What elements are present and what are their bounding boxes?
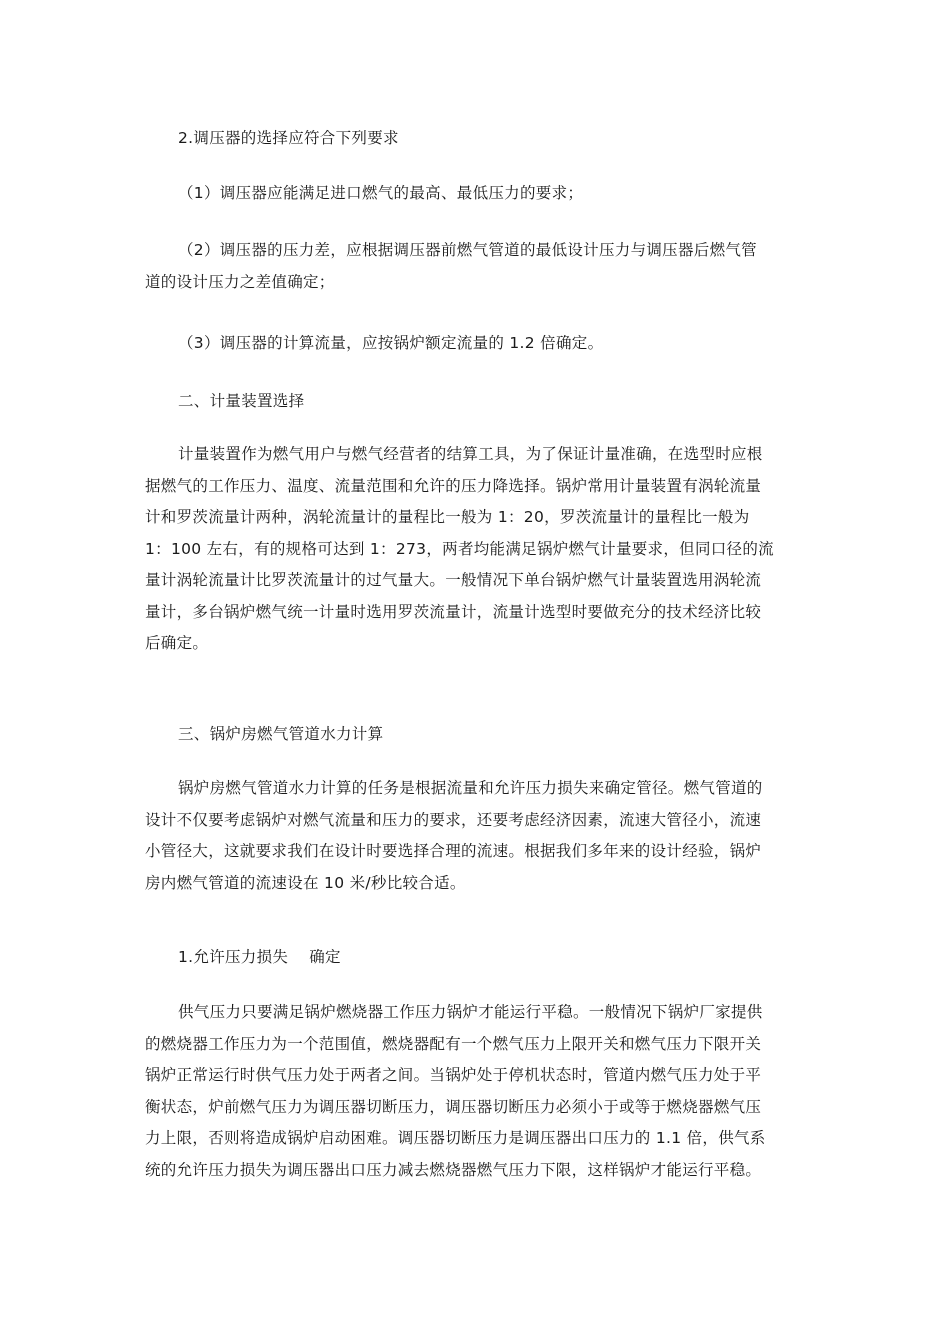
paragraph-line: 锅炉正常运行时供气压力处于两者之间。当锅炉处于停机状态时，管道内燃气压力处于平 [145, 1066, 762, 1084]
subsection-pressure-loss-heading: 1.允许压力损失 确定 [178, 948, 341, 966]
paragraph-line: （2）调压器的压力差，应根据调压器前燃气管道的最低设计压力与调压器后燃气管 [178, 241, 757, 259]
section-2-item-3: （3）调压器的计算流量，应按锅炉额定流量的 1.2 倍确定。 [178, 334, 604, 352]
paragraph-line: 设计不仅要考虑锅炉对燃气流量和压力的要求，还要考虑经济因素，流速大管径小，流速 [145, 810, 762, 829]
section-2-item-2 [145, 235, 803, 298]
paragraph-line: 房内燃气管道的流速设在 10 米/秒比较合适。 [145, 873, 466, 892]
paragraph-line: 量计涡轮流量计比罗茨流量计的过气量大。一般情况下单台锅炉燃气计量装置选用涡轮流 [145, 571, 762, 589]
paragraph-line: 据燃气的工作压力、温度、流量范围和允许的压力降选择。锅炉常用计量装置有涡轮流量 [145, 476, 762, 495]
section-2-heading: 2.调压器的选择应符合下列要求 [178, 129, 399, 147]
section-2-item-1: （1）调压器应能满足进口燃气的最高、最低压力的要求； [178, 184, 584, 202]
paragraph-line: 小管径大，这就要求我们在设计时要选择合理的流速。根据我们多年来的设计经验，锅炉 [145, 842, 762, 860]
paragraph-line: 锅炉房燃气管道水力计算的任务是根据流量和允许压力损失来确定管径。燃气管道的 [178, 779, 763, 797]
section-hydraulic-heading: 三、锅炉房燃气管道水力计算 [178, 725, 384, 743]
subsection-pressure-loss-paragraph [145, 997, 803, 1186]
paragraph-line: 供气压力只要满足锅炉燃烧器工作压力锅炉才能运行平稳。一般情况下锅炉厂家提供 [178, 1003, 763, 1021]
paragraph-line: 的燃烧器工作压力为一个范围值，燃烧器配有一个燃气压力上限开关和燃气压力下限开关 [145, 1034, 762, 1053]
section-metering-heading: 二、计量装置选择 [178, 392, 305, 410]
paragraph-line: 计和罗茨流量计两种，涡轮流量计的量程比一般为 1：20，罗茨流量计的量程比一般为 [145, 508, 750, 526]
paragraph-line: 量计，多台锅炉燃气统一计量时选用罗茨流量计，流量计选型时要做充分的技术经济比较 [145, 602, 762, 621]
paragraph-line: 计量装置作为燃气用户与燃气经营者的结算工具，为了保证计量准确，在选型时应根 [178, 445, 763, 463]
paragraph-line: 衡状态，炉前燃气压力为调压器切断压力，调压器切断压力必须小于或等于燃烧器燃气压 [145, 1097, 762, 1116]
paragraph-line: 1：100 左右，有的规格可达到 1：273，两者均能满足锅炉燃气计量要求，但同口径的流 [145, 539, 774, 558]
section-hydraulic-paragraph [145, 773, 803, 899]
paragraph-line: 后确定。 [145, 634, 209, 652]
section-metering-paragraph [145, 439, 803, 660]
paragraph-line: 力上限，否则将造成锅炉启动困难。调压器切断压力是调压器出口压力的 1.1 倍，供气系 [145, 1129, 766, 1147]
paragraph-line: 统的允许压力损失为调压器出口压力减去燃烧器燃气压力下限，这样锅炉才能运行平稳。 [145, 1160, 762, 1179]
paragraph-line: 道的设计压力之差值确定； [145, 272, 335, 291]
